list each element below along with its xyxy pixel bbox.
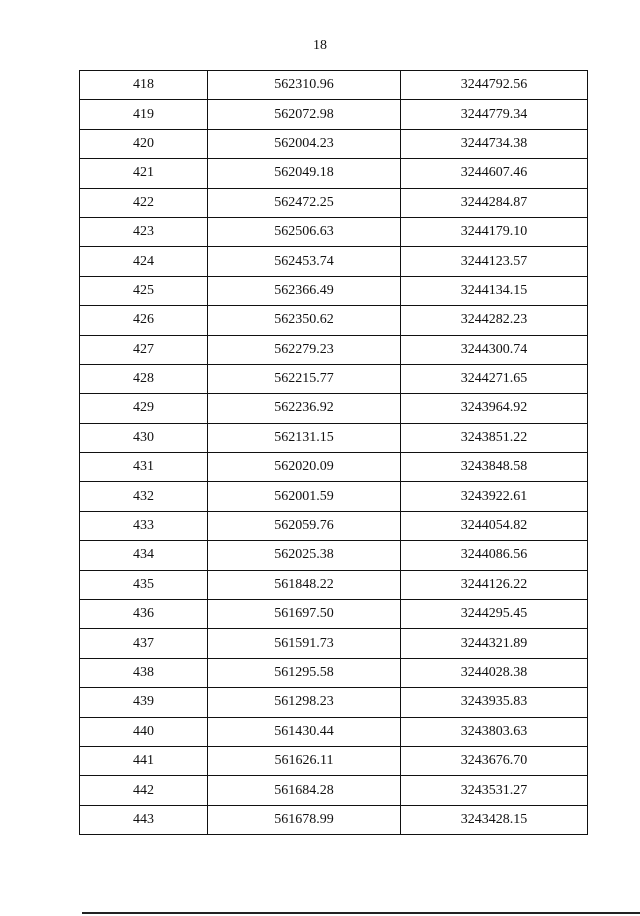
table-row bbox=[80, 71, 588, 100]
y-coordinate-cell: 3244295.45 bbox=[401, 600, 588, 629]
point-number-cell: 435 bbox=[80, 570, 208, 599]
table-row bbox=[80, 276, 588, 305]
y-coordinate-cell: 3244792.56 bbox=[401, 71, 588, 100]
point-number-cell: 418 bbox=[80, 71, 208, 100]
x-coordinate-cell: 561626.11 bbox=[208, 746, 401, 775]
point-number-cell: 441 bbox=[80, 746, 208, 775]
table-row bbox=[80, 629, 588, 658]
table-row bbox=[80, 511, 588, 540]
point-number-cell: 430 bbox=[80, 423, 208, 452]
x-coordinate-cell: 562131.15 bbox=[208, 423, 401, 452]
table-row bbox=[80, 658, 588, 687]
point-number-cell: 437 bbox=[80, 629, 208, 658]
point-number-cell: 421 bbox=[80, 159, 208, 188]
y-coordinate-cell: 3243428.15 bbox=[401, 805, 588, 834]
y-coordinate-cell: 3244123.57 bbox=[401, 247, 588, 276]
table-row bbox=[80, 247, 588, 276]
table-row bbox=[80, 129, 588, 158]
point-number-cell: 443 bbox=[80, 805, 208, 834]
y-coordinate-cell: 3244300.74 bbox=[401, 335, 588, 364]
y-coordinate-cell: 3243676.70 bbox=[401, 746, 588, 775]
table-row bbox=[80, 570, 588, 599]
point-number-cell: 438 bbox=[80, 658, 208, 687]
y-coordinate-cell: 3244271.65 bbox=[401, 364, 588, 393]
x-coordinate-cell: 562004.23 bbox=[208, 129, 401, 158]
point-number-cell: 429 bbox=[80, 394, 208, 423]
y-coordinate-cell: 3244028.38 bbox=[401, 658, 588, 687]
table-row bbox=[80, 746, 588, 775]
table-row bbox=[80, 217, 588, 246]
y-coordinate-cell: 3244134.15 bbox=[401, 276, 588, 305]
y-coordinate-cell: 3244054.82 bbox=[401, 511, 588, 540]
x-coordinate-cell: 562001.59 bbox=[208, 482, 401, 511]
x-coordinate-cell: 562059.76 bbox=[208, 511, 401, 540]
table-row bbox=[80, 688, 588, 717]
x-coordinate-cell: 562215.77 bbox=[208, 364, 401, 393]
y-coordinate-cell: 3244126.22 bbox=[401, 570, 588, 599]
point-number-cell: 423 bbox=[80, 217, 208, 246]
table-row bbox=[80, 776, 588, 805]
y-coordinate-cell: 3243935.83 bbox=[401, 688, 588, 717]
table-row bbox=[80, 423, 588, 452]
x-coordinate-cell: 561591.73 bbox=[208, 629, 401, 658]
point-number-cell: 420 bbox=[80, 129, 208, 158]
x-coordinate-cell: 562310.96 bbox=[208, 71, 401, 100]
x-coordinate-cell: 561298.23 bbox=[208, 688, 401, 717]
table-row bbox=[80, 100, 588, 129]
table-row bbox=[80, 482, 588, 511]
y-coordinate-cell: 3244179.10 bbox=[401, 217, 588, 246]
coordinate-table bbox=[79, 70, 588, 835]
y-coordinate-cell: 3244282.23 bbox=[401, 306, 588, 335]
x-coordinate-cell: 562279.23 bbox=[208, 335, 401, 364]
point-number-cell: 434 bbox=[80, 541, 208, 570]
x-coordinate-cell: 562366.49 bbox=[208, 276, 401, 305]
point-number-cell: 422 bbox=[80, 188, 208, 217]
x-coordinate-cell: 561848.22 bbox=[208, 570, 401, 599]
point-number-cell: 439 bbox=[80, 688, 208, 717]
y-coordinate-cell: 3243851.22 bbox=[401, 423, 588, 452]
point-number-cell: 428 bbox=[80, 364, 208, 393]
x-coordinate-cell: 562506.63 bbox=[208, 217, 401, 246]
y-coordinate-cell: 3243531.27 bbox=[401, 776, 588, 805]
page-bottom-edge bbox=[82, 912, 640, 914]
table-row bbox=[80, 541, 588, 570]
point-number-cell: 433 bbox=[80, 511, 208, 540]
point-number-cell: 440 bbox=[80, 717, 208, 746]
y-coordinate-cell: 3244321.89 bbox=[401, 629, 588, 658]
y-coordinate-cell: 3243922.61 bbox=[401, 482, 588, 511]
point-number-cell: 426 bbox=[80, 306, 208, 335]
x-coordinate-cell: 562025.38 bbox=[208, 541, 401, 570]
y-coordinate-cell: 3244284.87 bbox=[401, 188, 588, 217]
y-coordinate-cell: 3243848.58 bbox=[401, 453, 588, 482]
point-number-cell: 427 bbox=[80, 335, 208, 364]
table-row bbox=[80, 805, 588, 834]
point-number-cell: 419 bbox=[80, 100, 208, 129]
table-row bbox=[80, 453, 588, 482]
y-coordinate-cell: 3243964.92 bbox=[401, 394, 588, 423]
point-number-cell: 425 bbox=[80, 276, 208, 305]
x-coordinate-cell: 561697.50 bbox=[208, 600, 401, 629]
x-coordinate-cell: 562350.62 bbox=[208, 306, 401, 335]
table-row bbox=[80, 306, 588, 335]
point-number-cell: 424 bbox=[80, 247, 208, 276]
page-number: 18 bbox=[313, 38, 327, 53]
x-coordinate-cell: 562472.25 bbox=[208, 188, 401, 217]
point-number-cell: 432 bbox=[80, 482, 208, 511]
table-row bbox=[80, 394, 588, 423]
x-coordinate-cell: 561684.28 bbox=[208, 776, 401, 805]
table-row bbox=[80, 159, 588, 188]
y-coordinate-cell: 3244779.34 bbox=[401, 100, 588, 129]
x-coordinate-cell: 562020.09 bbox=[208, 453, 401, 482]
point-number-cell: 431 bbox=[80, 453, 208, 482]
table-row bbox=[80, 600, 588, 629]
table-row bbox=[80, 717, 588, 746]
table-row bbox=[80, 364, 588, 393]
x-coordinate-cell: 561430.44 bbox=[208, 717, 401, 746]
x-coordinate-cell: 562072.98 bbox=[208, 100, 401, 129]
y-coordinate-cell: 3244734.38 bbox=[401, 129, 588, 158]
table-row bbox=[80, 188, 588, 217]
x-coordinate-cell: 562049.18 bbox=[208, 159, 401, 188]
x-coordinate-cell: 561678.99 bbox=[208, 805, 401, 834]
point-number-cell: 436 bbox=[80, 600, 208, 629]
coordinate-table-body bbox=[80, 71, 588, 835]
x-coordinate-cell: 561295.58 bbox=[208, 658, 401, 687]
x-coordinate-cell: 562236.92 bbox=[208, 394, 401, 423]
y-coordinate-cell: 3244607.46 bbox=[401, 159, 588, 188]
y-coordinate-cell: 3244086.56 bbox=[401, 541, 588, 570]
y-coordinate-cell: 3243803.63 bbox=[401, 717, 588, 746]
x-coordinate-cell: 562453.74 bbox=[208, 247, 401, 276]
table-row bbox=[80, 335, 588, 364]
point-number-cell: 442 bbox=[80, 776, 208, 805]
